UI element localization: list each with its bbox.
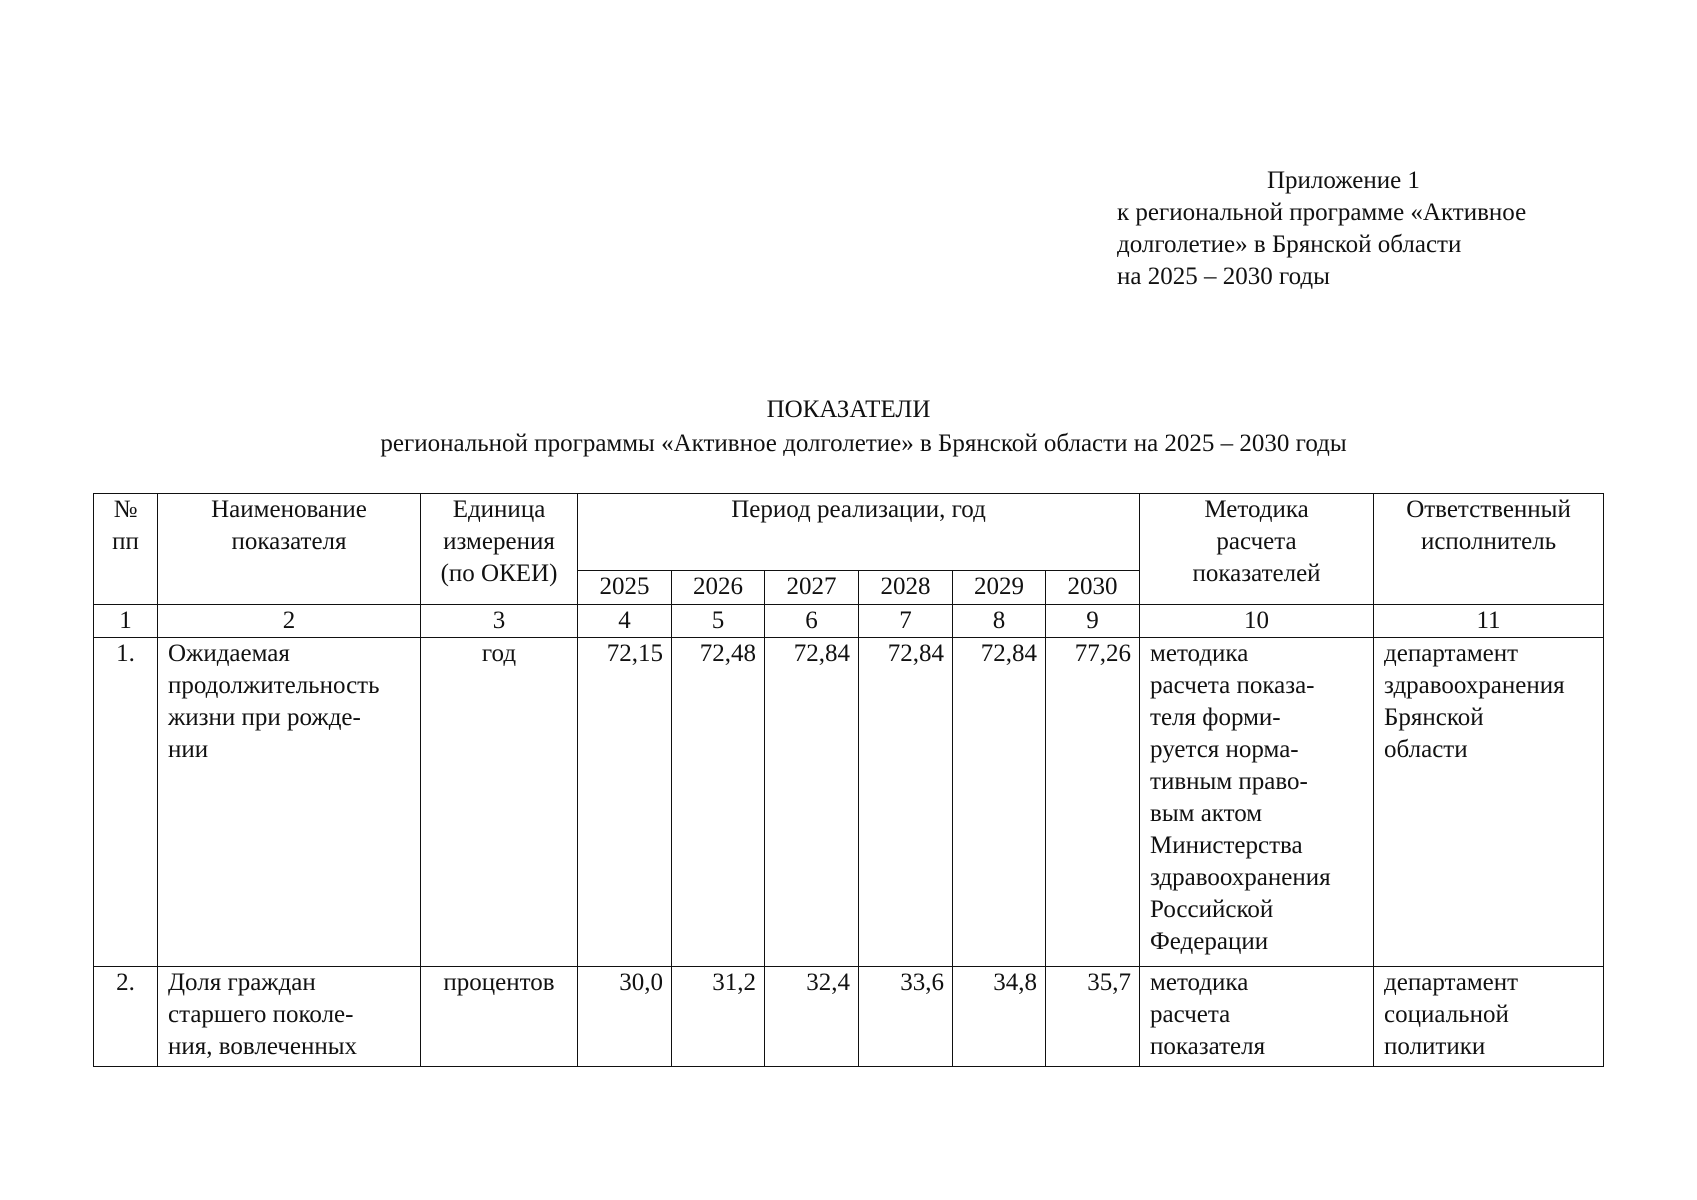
- appendix-line: на 2025 – 2030 годы: [1117, 263, 1330, 290]
- table-row: [94, 967, 1604, 1067]
- value-cell: 33,6: [859, 967, 953, 1067]
- value-cell: 72,48: [672, 638, 765, 967]
- column-number: 6: [765, 605, 859, 638]
- header-name: Наименование показателя: [158, 494, 421, 605]
- indicator-name: Доля граждан старшего поколе- ния, вовлеченных: [158, 967, 421, 1067]
- appendix-title: Приложение 1: [1267, 167, 1420, 194]
- column-numbers-row: [94, 605, 1604, 638]
- table-row: [94, 638, 1604, 967]
- value-cell: 72,15: [578, 638, 672, 967]
- value-cell: 34,8: [953, 967, 1046, 1067]
- year-cell: 2026: [672, 571, 765, 605]
- value-cell: 72,84: [765, 638, 859, 967]
- column-number: 1: [94, 605, 158, 638]
- appendix-line: долголетие» в Брянской области: [1117, 231, 1462, 258]
- header-unit: Единица измерения (по ОКЕИ): [421, 494, 578, 605]
- indicator-unit: год: [421, 638, 578, 967]
- value-cell: 32,4: [765, 967, 859, 1067]
- row-number: 1.: [94, 638, 158, 967]
- column-number: 2: [158, 605, 421, 638]
- appendix-line: к региональной программе «Активное: [1117, 199, 1527, 226]
- value-cell: 72,84: [953, 638, 1046, 967]
- column-number: 5: [672, 605, 765, 638]
- year-cell: 2027: [765, 571, 859, 605]
- header-method: Методика расчета показателей: [1140, 494, 1374, 605]
- calculation-method: методика расчета показа- теля форми- руется норма- тивным право- вым актом Министерства здравоохранения Российской Федерации: [1140, 638, 1374, 967]
- column-number: 11: [1374, 605, 1604, 638]
- document-title: ПОКАЗАТЕЛИ: [766, 396, 931, 423]
- value-cell: 72,84: [859, 638, 953, 967]
- value-cell: 30,0: [578, 967, 672, 1067]
- calculation-method: методика расчета показателя: [1140, 967, 1374, 1067]
- document-heading: [0, 393, 1697, 461]
- column-number: 4: [578, 605, 672, 638]
- column-number: 10: [1140, 605, 1374, 638]
- table-header-row: [94, 494, 1604, 571]
- value-cell: 77,26: [1046, 638, 1140, 967]
- column-number: 9: [1046, 605, 1140, 638]
- row-number: 2.: [94, 967, 158, 1067]
- value-cell: 35,7: [1046, 967, 1140, 1067]
- header-period: Период реализации, год: [578, 494, 1140, 571]
- year-cell: 2029: [953, 571, 1046, 605]
- year-cell: 2028: [859, 571, 953, 605]
- indicator-name: Ожидаемая продолжительность жизни при рожде- нии: [158, 638, 421, 967]
- year-cell: 2030: [1046, 571, 1140, 605]
- document-subtitle: региональной программы «Активное долголетие» в Брянской области на 2025 – 2030 годы: [380, 430, 1347, 457]
- year-cell: 2025: [578, 571, 672, 605]
- responsible-executor: департамент социальной политики: [1374, 967, 1604, 1067]
- column-number: 3: [421, 605, 578, 638]
- indicators-table: [93, 493, 1604, 1067]
- responsible-executor: департамент здравоохранения Брянской области: [1374, 638, 1604, 967]
- header-number: № пп: [94, 494, 158, 605]
- indicator-unit: процентов: [421, 967, 578, 1067]
- column-number: 8: [953, 605, 1046, 638]
- value-cell: 31,2: [672, 967, 765, 1067]
- column-number: 7: [859, 605, 953, 638]
- appendix-note: [1117, 165, 1526, 293]
- header-executor: Ответственный исполнитель: [1374, 494, 1604, 605]
